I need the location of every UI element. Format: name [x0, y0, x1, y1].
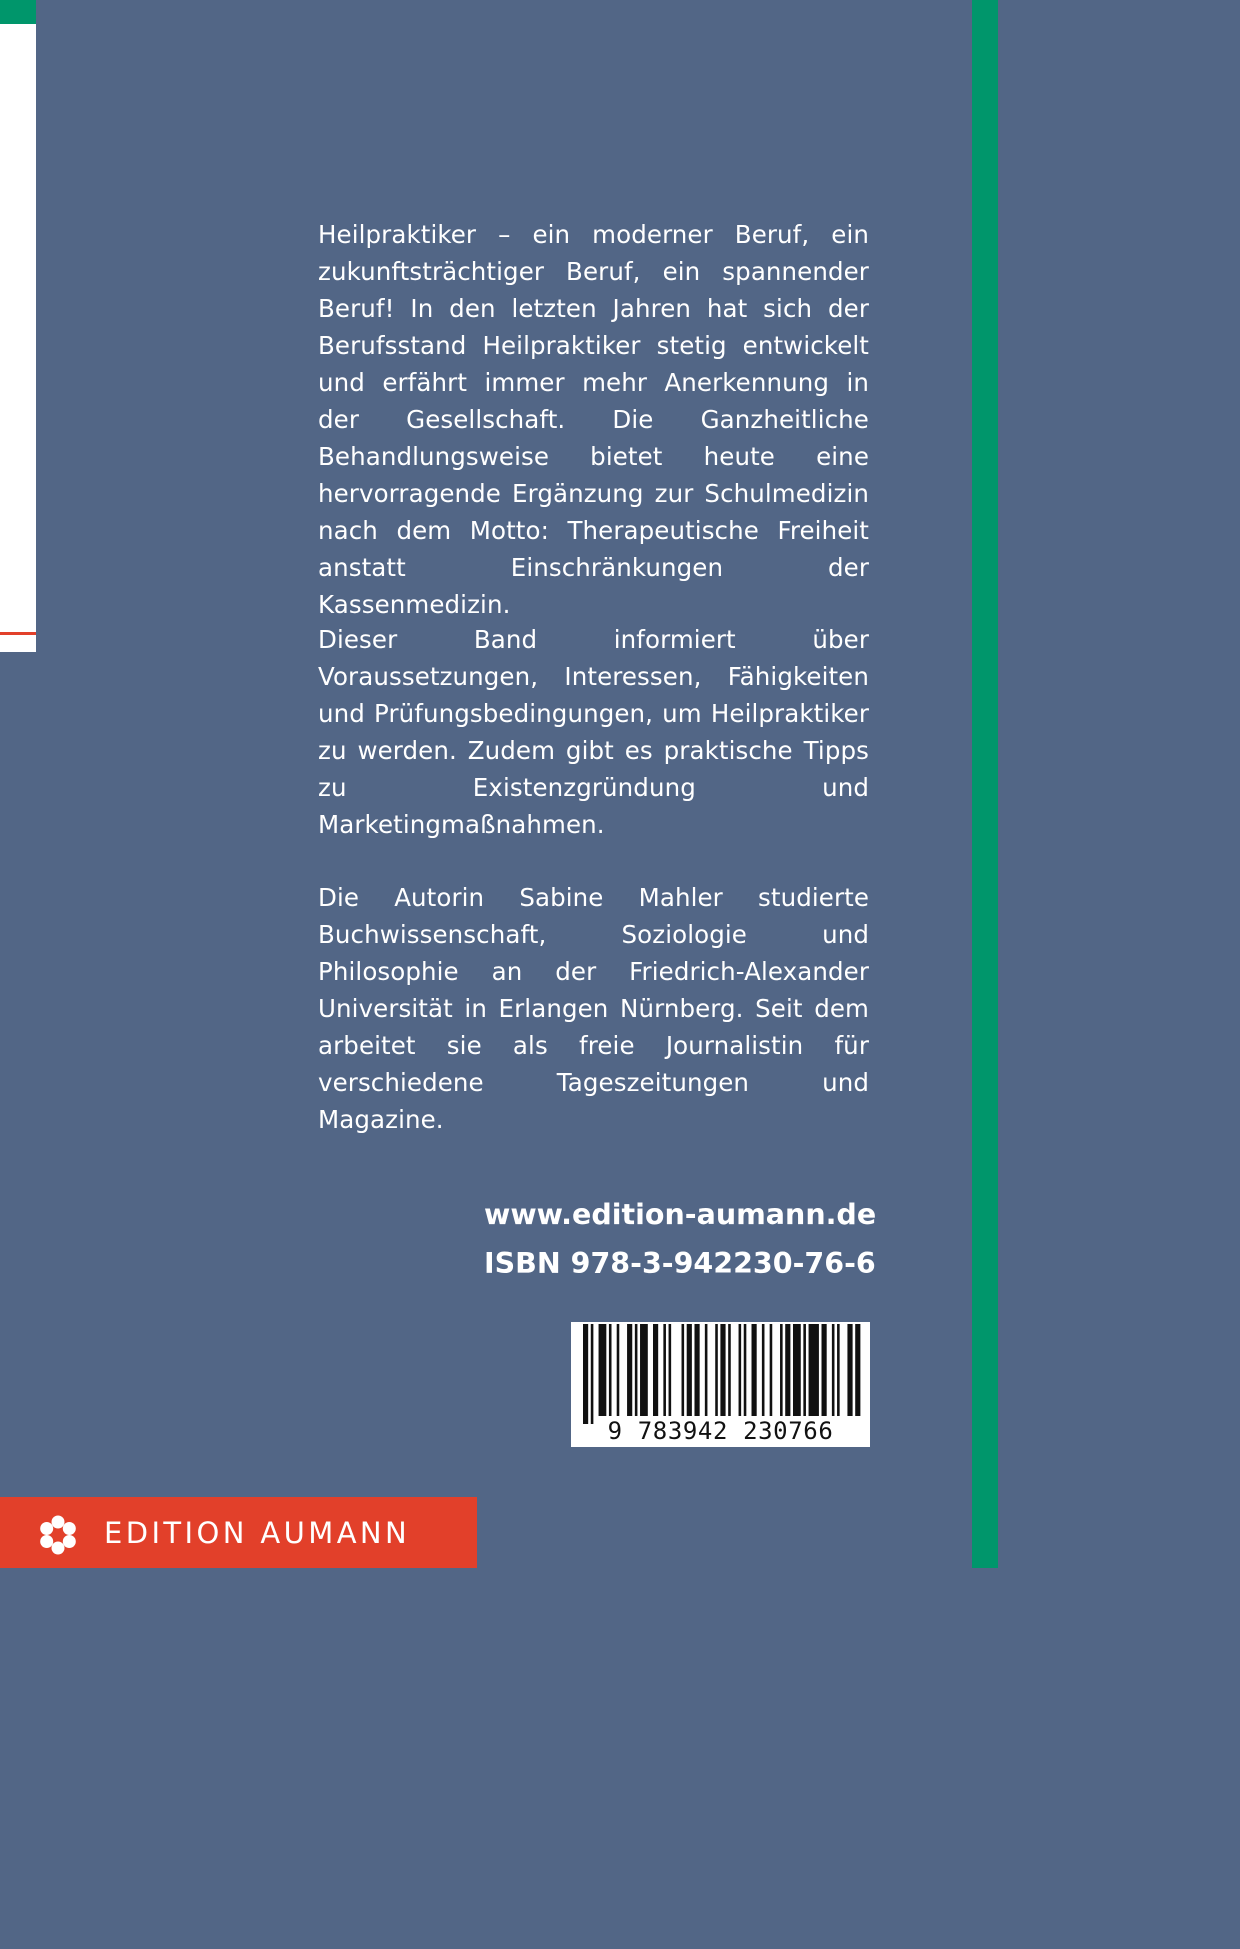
barcode-bar — [669, 1324, 672, 1416]
blurb-paragraph-intro: Heilpraktiker – ein moderner Beruf, ein zukunftsträchtiger Beruf, ein spannender Beruf! In den letzten Jahren hat sich der Berufsstand Heilpraktiker stetig entwickelt und erfährt immer mehr Anerkennung in der Gesellschaft. Die Ganzheitliche Behandlungsweise bietet heute eine hervorragende Ergänzung zur Schulmedizin nach dem Motto: Therapeutische Freiheit anstatt Einschränkungen der Kassenmedizin. — [318, 220, 869, 619]
isbn-barcode — [571, 1322, 870, 1447]
barcode-bar — [744, 1324, 747, 1416]
barcode-bar — [762, 1324, 765, 1416]
barcode-bar — [837, 1324, 840, 1416]
barcode-bar — [705, 1324, 708, 1416]
publisher-bar — [0, 1497, 477, 1568]
barcode-bar — [583, 1324, 588, 1424]
barcode-bar — [653, 1324, 658, 1416]
barcode-bar — [715, 1324, 718, 1416]
barcode-bar — [728, 1324, 731, 1416]
barcode-bar — [822, 1324, 827, 1416]
barcode-bar — [847, 1324, 852, 1416]
flap-green-strip — [0, 0, 36, 24]
barcode-bar — [627, 1324, 632, 1416]
barcode-bar — [803, 1324, 806, 1416]
barcode-bar — [785, 1324, 790, 1416]
publisher-name: EDITION AUMANN — [104, 1516, 411, 1550]
barcode-bar — [739, 1324, 742, 1416]
barcode-bar — [780, 1324, 783, 1416]
barcode-bar — [599, 1324, 607, 1416]
barcode-bar — [617, 1324, 620, 1416]
barcode-bar — [855, 1324, 860, 1416]
barcode-bar — [682, 1324, 685, 1416]
blurb-paragraph-content: Dieser Band informiert über Voraussetzungen, Interessen, Fähigkeiten und Prüfungsbedingungen, um Heilpraktiker zu werden. Zudem gibt es praktische Tipps zu Existenzgründung und Marketingmaßnahmen. — [318, 625, 869, 839]
barcode-digits: 9 783942 230766 — [607, 1417, 834, 1445]
barcode-bar — [809, 1324, 819, 1416]
barcode-bar — [832, 1324, 835, 1416]
isbn-number: ISBN 978-3-942230-76-6 — [484, 1247, 876, 1280]
spine-green-strip — [972, 0, 998, 1568]
barcode-bar — [752, 1324, 757, 1416]
barcode-bar — [640, 1324, 648, 1416]
barcode-bar — [687, 1324, 692, 1416]
flap-panel — [0, 24, 36, 652]
publisher-website: www.edition-aumann.de — [484, 1198, 877, 1231]
barcode-bar — [770, 1324, 773, 1416]
barcode-bar — [591, 1324, 594, 1424]
flap-red-line — [0, 632, 36, 635]
barcode-bar — [663, 1324, 666, 1416]
barcode-bar — [635, 1324, 638, 1416]
blurb-paragraph-author: Die Autorin Sabine Mahler studierte Buchwissenschaft, Soziologie und Philosophie an der Friedrich-Alexander Universität in Erlangen Nürnberg. Seit dem arbeitet sie als freie Journalistin für verschiedene Tageszeitungen und Magazine. — [318, 883, 869, 1134]
flower-logo-icon — [38, 1515, 78, 1555]
barcode-bar — [694, 1324, 699, 1416]
barcode-bar — [720, 1324, 725, 1416]
barcode-bar — [609, 1324, 612, 1416]
barcode-bar — [793, 1324, 801, 1416]
